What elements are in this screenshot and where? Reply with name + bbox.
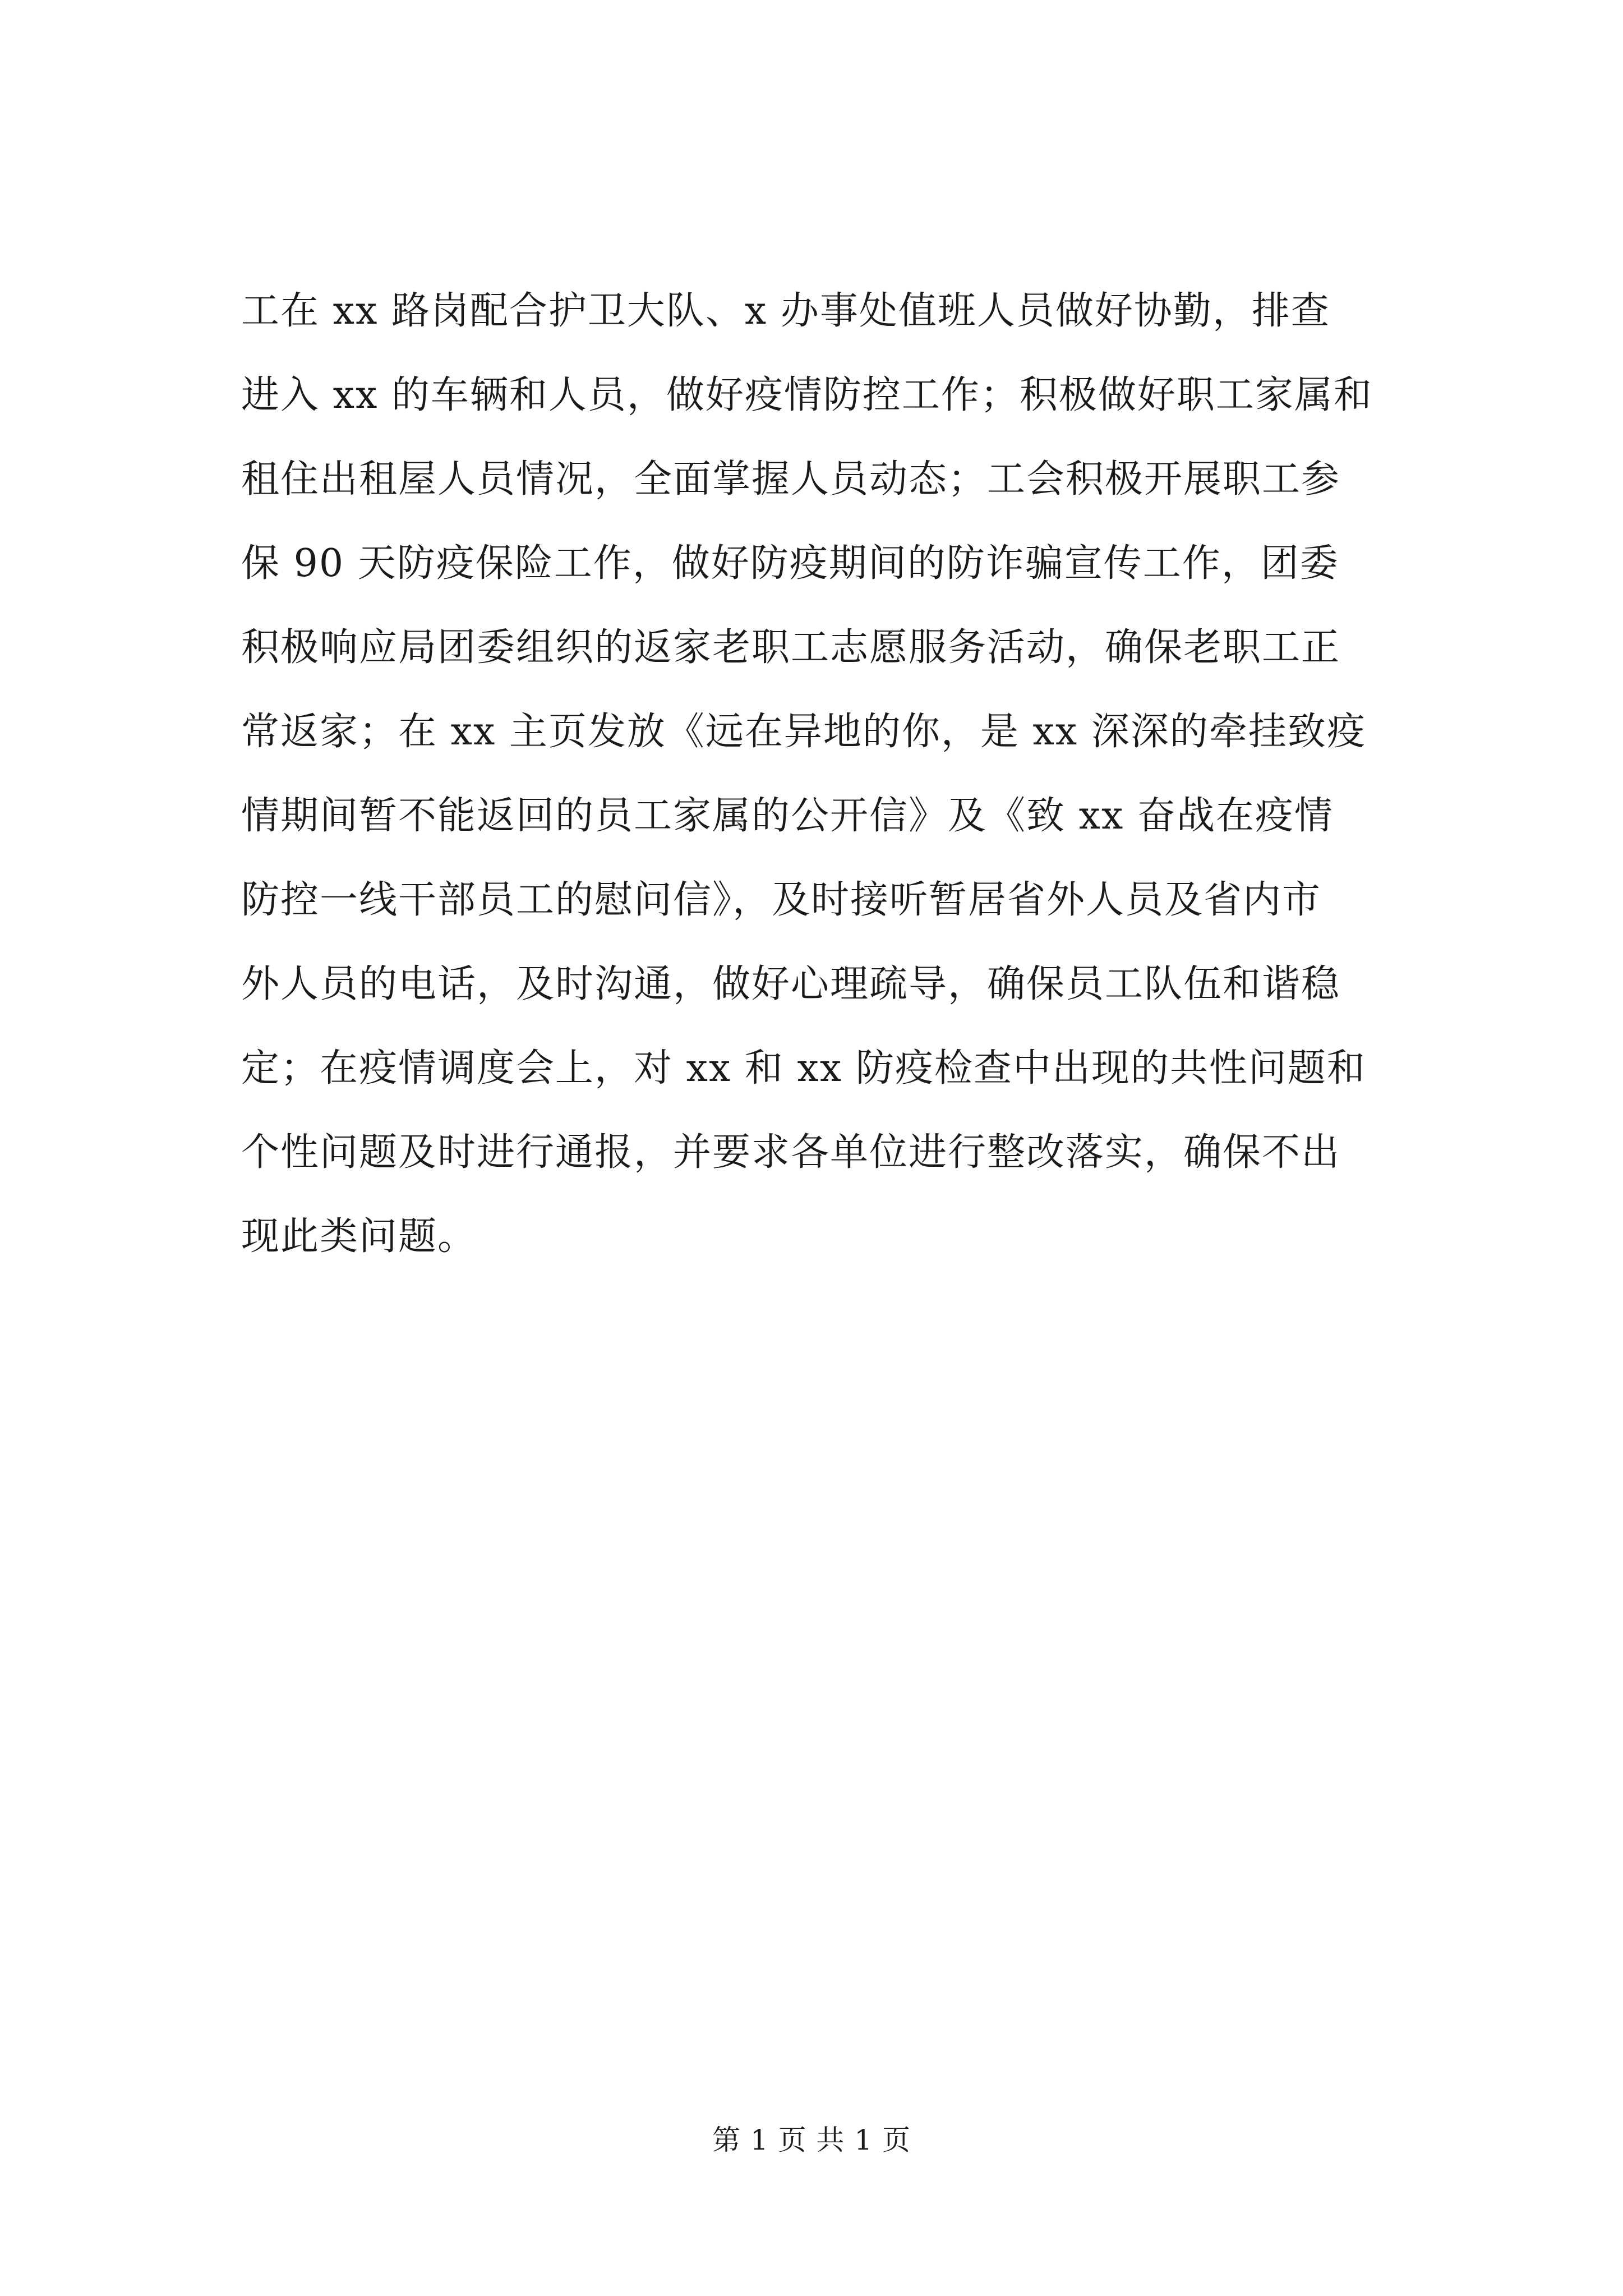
page-footer: 第 1 页 共 1 页	[712, 2124, 911, 2156]
paragraph-line-3: 租住出租屋人员情况，全面掌握人员动态；工会积极开展职工参	[241, 457, 1341, 501]
paragraph-line-4: 保 90 天防疫保险工作，做好防疫期间的防诈骗宣传工作，团委	[241, 541, 1339, 586]
paragraph-line-7: 情期间暂不能返回的员工家属的公开信》及《致 xx 奋战在疫情	[241, 794, 1334, 838]
body-paragraph	[241, 269, 1430, 1279]
paragraph-line-9: 外人员的电话，及时沟通，做好心理疏导，确保员工队伍和谐稳	[241, 962, 1341, 1006]
paragraph-line-5: 积极响应局团委组织的返家老职工志愿服务活动，确保老职工正	[241, 625, 1341, 670]
paragraph-line-8: 防控一线干部员工的慰问信》，及时接听暂居省外人员及省内市	[241, 878, 1322, 922]
paragraph-line-6: 常返家；在 xx 主页发放《远在异地的你，是 xx 深深的牵挂致疫	[241, 710, 1366, 754]
paragraph-line-10: 定；在疫情调度会上，对 xx 和 xx 防疫检查中出现的共性问题和	[241, 1046, 1366, 1091]
paragraph-line-1: 工在 xx 路岗配合护卫大队、x 办事处值班人员做好协勤，排查	[241, 289, 1330, 333]
paragraph-line-2: 进入 xx 的车辆和人员，做好疫情防控工作；积极做好职工家属和	[241, 373, 1373, 417]
paragraph-line-12: 现此类问题。	[241, 1214, 477, 1259]
paragraph-line-11: 个性问题及时进行通报，并要求各单位进行整改落实，确保不出	[241, 1130, 1341, 1175]
